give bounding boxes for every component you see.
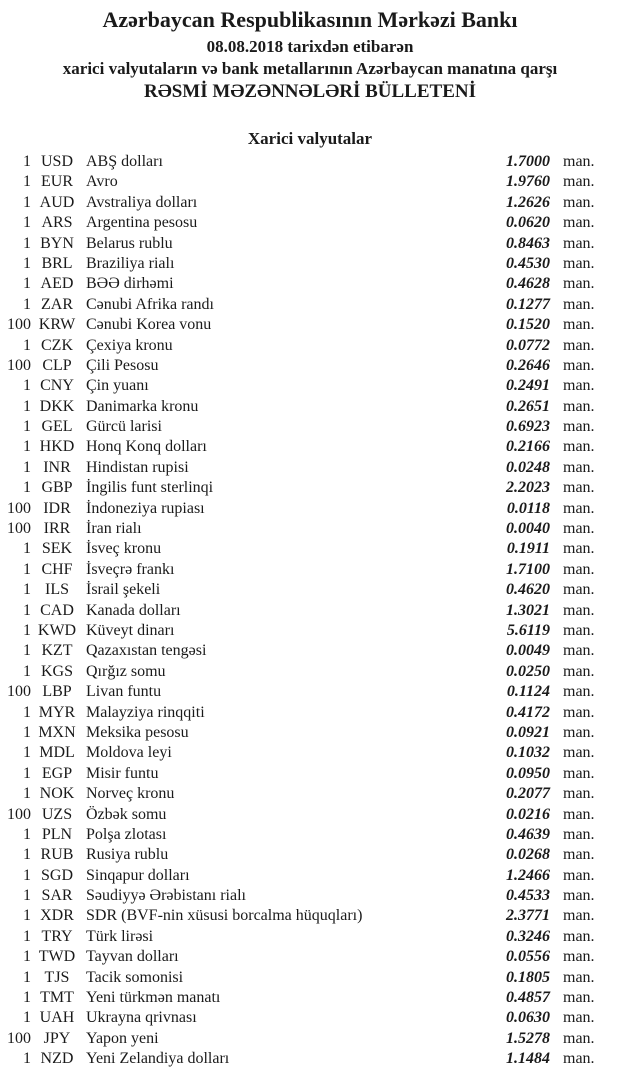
currency-quantity: 1 [23, 662, 31, 680]
currency-unit-label: man. [563, 458, 595, 476]
currency-code: KWD [37, 621, 77, 639]
currency-name: Livan funtu [86, 683, 162, 701]
currency-unit-label: man. [563, 1009, 595, 1027]
currency-name: Polşa zlotası [86, 825, 167, 843]
currency-unit-label: man. [563, 989, 595, 1007]
currency-rate: 1.3021 [506, 601, 550, 619]
currency-quantity: 1 [23, 948, 31, 966]
currency-row [0, 397, 620, 417]
currency-code: SAR [41, 887, 73, 905]
currency-rate: 0.4857 [506, 989, 550, 1007]
currency-row [0, 886, 620, 906]
currency-row [0, 478, 620, 498]
currency-quantity: 1 [23, 479, 31, 497]
currency-name: Çili Pesosu [86, 356, 159, 374]
currency-rate: 1.2626 [506, 193, 550, 211]
currency-unit-label: man. [563, 642, 595, 660]
currency-name: Meksika pesosu [86, 723, 189, 741]
currency-code: MYR [38, 703, 76, 721]
currency-quantity: 1 [23, 621, 31, 639]
currency-code: CHF [41, 560, 73, 578]
currency-rate: 0.0950 [506, 764, 550, 782]
currency-code: SEK [41, 540, 73, 558]
currency-row [0, 682, 620, 702]
currency-row [0, 539, 620, 559]
currency-quantity: 1 [23, 173, 31, 191]
currency-quantity: 1 [23, 601, 31, 619]
currency-name: Avstraliya dolları [86, 193, 198, 211]
currency-rate: 0.0118 [506, 499, 550, 517]
currency-rate: 0.1805 [506, 968, 550, 986]
currency-rate: 1.5278 [506, 1029, 550, 1047]
currency-name: Moldova leyi [86, 744, 172, 762]
currency-quantity: 1 [23, 723, 31, 741]
currency-row [0, 356, 620, 376]
currency-row [0, 703, 620, 723]
currency-row [0, 315, 620, 335]
currency-row [0, 172, 620, 192]
currency-row [0, 805, 620, 825]
currency-row [0, 417, 620, 437]
currency-code: MDL [39, 744, 75, 762]
currency-rate: 0.2646 [506, 356, 550, 374]
currency-row [0, 152, 620, 172]
currency-rate: 0.6923 [506, 418, 550, 436]
currency-quantity: 1 [23, 866, 31, 884]
currency-row [0, 947, 620, 967]
currency-rate: 1.9760 [506, 173, 550, 191]
currency-name: Cənubi Korea vonu [86, 316, 212, 334]
currency-code: JPY [43, 1029, 71, 1047]
document-header [0, 0, 620, 104]
currency-code: NOK [39, 785, 75, 803]
currency-code: CLP [42, 356, 72, 374]
currency-row [0, 519, 620, 539]
currency-rate: 0.2651 [506, 397, 550, 415]
currency-code: ARS [41, 214, 73, 232]
currency-code: BRL [41, 254, 73, 272]
currency-unit-label: man. [563, 723, 595, 741]
currency-quantity: 1 [23, 275, 31, 293]
currency-code: IRR [43, 520, 71, 538]
currency-code: UZS [41, 805, 73, 823]
currency-code: XDR [40, 907, 74, 925]
currency-row [0, 254, 620, 274]
currency-quantity: 100 [7, 356, 31, 374]
currency-rate: 0.0772 [506, 336, 550, 354]
currency-code: DKK [39, 397, 75, 415]
currency-row [0, 641, 620, 661]
currency-quantity: 1 [23, 703, 31, 721]
currency-unit-label: man. [563, 214, 595, 232]
currency-rate: 1.7000 [506, 153, 550, 170]
currency-rate: 1.2466 [506, 866, 550, 884]
currency-quantity: 1 [23, 1050, 31, 1068]
currency-rate: 0.1124 [506, 683, 550, 701]
currency-unit-label: man. [563, 153, 595, 170]
currency-name: Braziliya rialı [86, 254, 175, 272]
document-subtitle: xarici valyutaların və bank metallarının Azərbaycan manatına qarşı [62, 59, 558, 78]
currency-quantity: 1 [23, 846, 31, 864]
currency-unit-label: man. [563, 234, 595, 252]
currency-row [0, 458, 620, 478]
currency-quantity: 1 [23, 907, 31, 925]
currency-unit-label: man. [563, 336, 595, 354]
currency-row [0, 1008, 620, 1028]
currency-code: KRW [38, 316, 76, 334]
currency-quantity: 1 [23, 254, 31, 272]
currency-rate: 0.1520 [506, 316, 550, 334]
currency-row [0, 927, 620, 947]
currency-name: İsrail şekeli [86, 581, 161, 599]
currency-row [0, 621, 620, 641]
currency-rate: 0.1277 [506, 295, 550, 313]
currency-rate: 0.0248 [506, 458, 550, 476]
currency-unit-label: man. [563, 581, 595, 599]
currency-unit-label: man. [563, 846, 595, 864]
currency-unit-label: man. [563, 1029, 595, 1047]
currency-code: EUR [41, 173, 73, 191]
currency-name: Danimarka kronu [86, 397, 199, 415]
currency-row [0, 601, 620, 621]
currency-name: İsveç kronu [86, 540, 162, 558]
currency-code: ZAR [41, 295, 73, 313]
currency-rate: 0.2166 [506, 438, 550, 456]
currency-name: Malayziya rinqqiti [86, 703, 205, 721]
currency-code: RUB [40, 846, 74, 864]
currency-code: KGS [40, 662, 73, 680]
currency-rate: 2.2023 [506, 479, 550, 497]
currency-unit-label: man. [563, 520, 595, 538]
currency-unit-label: man. [563, 316, 595, 334]
currency-unit-label: man. [563, 825, 595, 843]
currency-quantity: 1 [23, 234, 31, 252]
currency-quantity: 1 [23, 1009, 31, 1027]
currency-code: TRY [41, 927, 73, 945]
currency-quantity: 1 [23, 336, 31, 354]
currency-name: İngilis funt sterlinqi [86, 479, 214, 497]
section-title-foreign-currencies: Xarici valyutalar [247, 129, 373, 148]
currency-rate: 2.3771 [506, 907, 550, 925]
currency-quantity: 100 [7, 316, 31, 334]
currency-code: SGD [40, 866, 73, 884]
currency-name: Cənubi Afrika randı [86, 295, 214, 313]
exchange-rates-table [0, 152, 620, 1070]
currency-code: EGP [41, 764, 73, 782]
currency-quantity: 1 [23, 744, 31, 762]
currency-code: TJS [44, 968, 70, 986]
currency-rate: 0.0268 [506, 846, 550, 864]
currency-quantity: 1 [23, 438, 31, 456]
currency-code: TWD [38, 948, 76, 966]
currency-row [0, 234, 620, 254]
currency-quantity: 100 [7, 805, 31, 823]
currency-unit-label: man. [563, 662, 595, 680]
currency-unit-label: man. [563, 254, 595, 272]
currency-quantity: 1 [23, 989, 31, 1007]
currency-name: İsveçrə frankı [86, 560, 175, 578]
currency-unit-label: man. [563, 866, 595, 884]
currency-name: Tacik somonisi [86, 968, 184, 986]
currency-name: Honq Konq dolları [86, 438, 207, 456]
currency-code: NZD [40, 1050, 74, 1068]
currency-name: Türk lirəsi [86, 927, 154, 945]
currency-row [0, 1049, 620, 1069]
currency-code: MXN [38, 723, 76, 741]
currency-quantity: 1 [23, 764, 31, 782]
currency-code: LBP [42, 683, 72, 701]
currency-name: İran rialı [86, 520, 142, 538]
currency-quantity: 1 [23, 377, 31, 395]
currency-rate: 0.0620 [506, 214, 550, 232]
currency-unit-label: man. [563, 948, 595, 966]
currency-name: Sinqapur dolları [86, 866, 190, 884]
currency-rate: 0.4620 [506, 581, 550, 599]
currency-code: USD [40, 153, 73, 170]
currency-name: Kanada dolları [86, 601, 181, 619]
currency-name: Yapon yeni [86, 1029, 159, 1047]
currency-name: İndoneziya rupiası [86, 499, 205, 517]
currency-code: CAD [40, 601, 74, 619]
currency-name: Belarus rublu [86, 234, 173, 252]
currency-unit-label: man. [563, 968, 595, 986]
currency-name: Qazaxıstan tengəsi [86, 642, 207, 660]
currency-row [0, 988, 620, 1008]
currency-quantity: 1 [23, 214, 31, 232]
currency-unit-label: man. [563, 601, 595, 619]
currency-name: SDR (BVF-nin xüsusi borcalma hüquqları) [86, 907, 363, 925]
currency-unit-label: man. [563, 499, 595, 517]
currency-quantity: 1 [23, 581, 31, 599]
currency-name: Hindistan rupisi [86, 458, 189, 476]
currency-code: CZK [41, 336, 73, 354]
currency-quantity: 1 [23, 887, 31, 905]
currency-quantity: 1 [23, 927, 31, 945]
currency-row [0, 866, 620, 886]
currency-row [0, 295, 620, 315]
currency-name: Gürcü larisi [86, 418, 162, 436]
currency-unit-label: man. [563, 907, 595, 925]
currency-rate: 0.4172 [506, 703, 550, 721]
currency-rate: 0.0040 [506, 520, 550, 538]
currency-name: Tayvan dolları [86, 948, 179, 966]
currency-rate: 0.0921 [506, 723, 550, 741]
currency-name: Küveyt dinarı [86, 621, 175, 639]
currency-row [0, 845, 620, 865]
currency-row [0, 274, 620, 294]
currency-unit-label: man. [563, 805, 595, 823]
currency-rate: 0.4530 [506, 254, 550, 272]
currency-rate: 0.1911 [506, 540, 550, 558]
currency-code: GEL [41, 418, 73, 436]
currency-row [0, 784, 620, 804]
currency-unit-label: man. [563, 356, 595, 374]
currency-code: PLN [41, 825, 73, 843]
currency-code: INR [43, 458, 71, 476]
currency-code: ILS [45, 581, 69, 599]
currency-name: Ukrayna qrivnası [86, 1009, 197, 1027]
currency-row [0, 1029, 620, 1049]
currency-name: ABŞ dolları [86, 153, 163, 170]
currency-unit-label: man. [563, 887, 595, 905]
currency-row [0, 213, 620, 233]
currency-row [0, 662, 620, 682]
effective-date-line: 08.08.2018 tarixdən etibarən [206, 37, 414, 56]
currency-quantity: 1 [23, 153, 31, 170]
currency-rate: 0.2077 [506, 785, 550, 803]
currency-rate: 0.4628 [506, 275, 550, 293]
currency-quantity: 1 [23, 785, 31, 803]
currency-name: Qırğız somu [86, 662, 166, 680]
currency-row [0, 499, 620, 519]
currency-unit-label: man. [563, 927, 595, 945]
currency-quantity: 1 [23, 295, 31, 313]
currency-name: Norveç kronu [86, 785, 175, 803]
currency-quantity: 1 [23, 825, 31, 843]
currency-code: AED [40, 275, 74, 293]
currency-quantity: 1 [23, 458, 31, 476]
currency-rate: 1.1484 [506, 1050, 550, 1068]
currency-name: Argentina pesosu [86, 214, 198, 232]
currency-rate: 0.8463 [506, 234, 550, 252]
currency-quantity: 100 [7, 683, 31, 701]
currency-rate: 0.1032 [506, 744, 550, 762]
currency-code: BYN [40, 234, 74, 252]
currency-rate: 1.7100 [506, 560, 550, 578]
currency-name: Səudiyyə Ərəbistanı rialı [86, 887, 246, 905]
currency-quantity: 1 [23, 418, 31, 436]
currency-quantity: 1 [23, 560, 31, 578]
currency-rate: 0.0556 [506, 948, 550, 966]
currency-row [0, 968, 620, 988]
currency-unit-label: man. [563, 744, 595, 762]
currency-unit-label: man. [563, 683, 595, 701]
currency-name: BƏƏ dirhəmi [86, 275, 174, 293]
currency-name: Avro [86, 173, 118, 191]
currency-unit-label: man. [563, 540, 595, 558]
currency-row [0, 580, 620, 600]
currency-row [0, 825, 620, 845]
currency-rate: 0.0630 [506, 1009, 550, 1027]
currency-row [0, 376, 620, 396]
currency-unit-label: man. [563, 479, 595, 497]
currency-code: TMT [40, 989, 74, 1007]
currency-unit-label: man. [563, 785, 595, 803]
currency-rate: 0.4639 [506, 825, 550, 843]
currency-quantity: 100 [7, 520, 31, 538]
currency-unit-label: man. [563, 764, 595, 782]
currency-row [0, 764, 620, 784]
currency-name: Özbək somu [86, 805, 167, 823]
currency-name: Çexiya kronu [86, 336, 173, 354]
currency-row [0, 336, 620, 356]
currency-row [0, 743, 620, 763]
currency-code: IDR [43, 499, 71, 517]
currency-unit-label: man. [563, 418, 595, 436]
currency-code: AUD [39, 193, 75, 211]
currency-name: Misir funtu [86, 764, 159, 782]
currency-code: GBP [41, 479, 73, 497]
currency-quantity: 1 [23, 642, 31, 660]
currency-unit-label: man. [563, 295, 595, 313]
currency-name: Çin yuanı [86, 377, 149, 395]
currency-unit-label: man. [563, 621, 595, 639]
bulletin-title: RƏSMİ MƏZƏNNƏLƏRİ BÜLLETENİ [143, 81, 476, 102]
currency-quantity: 1 [23, 968, 31, 986]
currency-unit-label: man. [563, 275, 595, 293]
currency-rate: 0.4533 [506, 887, 550, 905]
currency-quantity: 1 [23, 193, 31, 211]
currency-quantity: 1 [23, 397, 31, 415]
currency-code: HKD [39, 438, 75, 456]
currency-name: Rusiya rublu [86, 846, 169, 864]
currency-unit-label: man. [563, 377, 595, 395]
currency-quantity: 100 [7, 499, 31, 517]
currency-row [0, 723, 620, 743]
currency-unit-label: man. [563, 560, 595, 578]
currency-rate: 0.3246 [506, 927, 550, 945]
currency-unit-label: man. [563, 397, 595, 415]
currency-quantity: 100 [7, 1029, 31, 1047]
currency-unit-label: man. [563, 193, 595, 211]
currency-quantity: 1 [23, 540, 31, 558]
currency-unit-label: man. [563, 173, 595, 191]
currency-unit-label: man. [563, 1050, 595, 1068]
currency-row [0, 437, 620, 457]
currency-rate: 0.0250 [506, 662, 550, 680]
currency-rate: 0.0049 [506, 642, 550, 660]
currency-code: CNY [40, 377, 74, 395]
currency-rate: 0.0216 [506, 805, 550, 823]
currency-name: Yeni türkmən manatı [86, 989, 221, 1007]
currency-row [0, 193, 620, 213]
currency-code: KZT [41, 642, 73, 660]
currency-unit-label: man. [563, 703, 595, 721]
currency-name: Yeni Zelandiya dolları [86, 1050, 230, 1068]
currency-rate: 5.6119 [506, 621, 550, 639]
bank-name-title: Azərbaycan Respublikasının Mərkəzi Bankı [102, 7, 518, 32]
currency-row [0, 560, 620, 580]
currency-row [0, 906, 620, 926]
currency-unit-label: man. [563, 438, 595, 456]
currency-rate: 0.2491 [506, 377, 550, 395]
currency-code: UAH [39, 1009, 75, 1027]
